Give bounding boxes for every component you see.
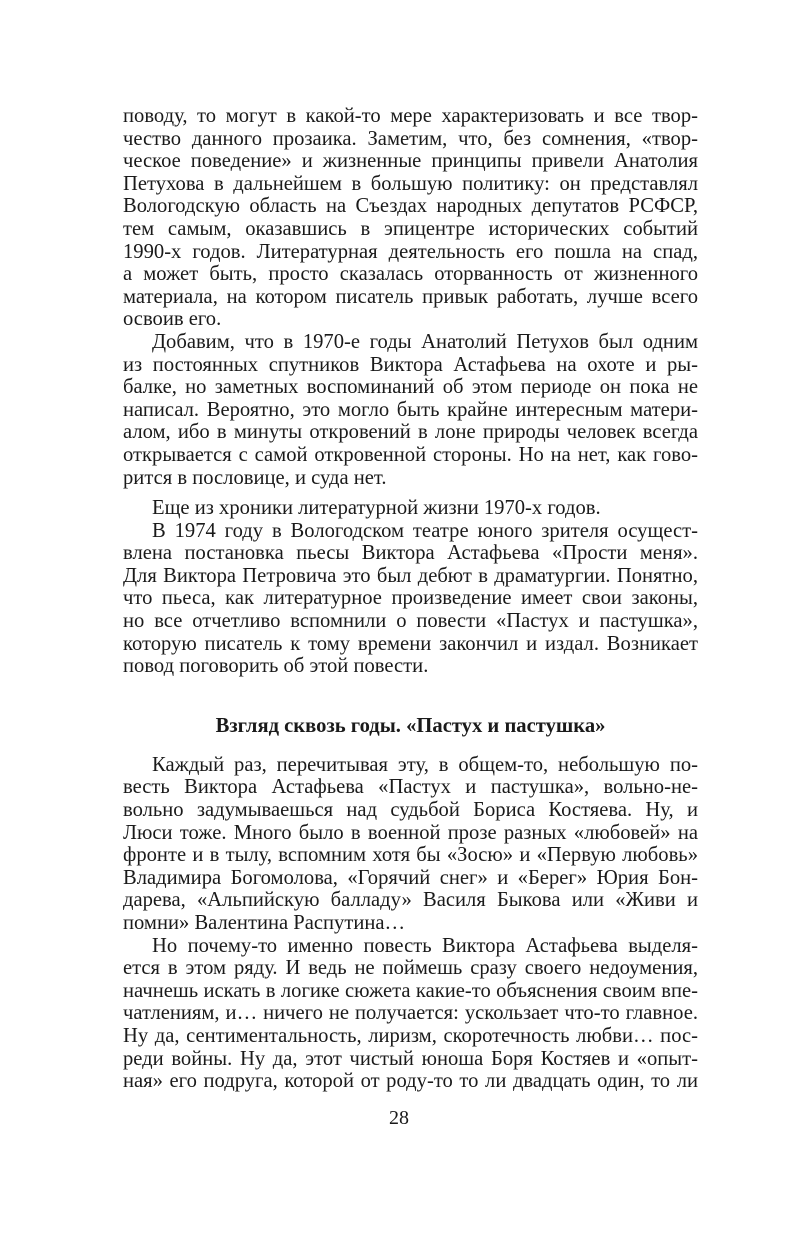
text-line: Люси тоже. Много было в военной прозе разных «любовей» на xyxy=(123,821,698,844)
text-line: Но почему-то именно повесть Виктора Астафьева выделя- xyxy=(152,934,698,957)
paragraph-continued xyxy=(123,105,698,331)
paragraph-gap xyxy=(123,489,698,497)
text-line: весть Виктора Астафьева «Пастух и пастушка», вольно-не- xyxy=(123,776,698,799)
text-line: фронте и в тылу, вспомним хотя бы «Зосю» и «Первую любовь» xyxy=(123,844,698,867)
text-line: Добавим, что в 1970-е годы Анатолий Петухов был одним xyxy=(152,330,698,353)
paragraph xyxy=(123,497,698,520)
text-line: а может быть, просто сказалась оторванность от жизненного xyxy=(123,263,698,286)
text-line: Петухова в дальнейшем в большую политику: он представлял xyxy=(123,172,698,195)
text-line: тем самым, оказавшись в эпицентре исторических событий xyxy=(123,217,698,240)
page-body xyxy=(123,105,698,1093)
text-line: В 1974 году в Вологодском театре юного зрителя осущест- xyxy=(152,519,698,542)
text-line: дарева, «Альпийскую балладу» Василя Быкова или «Живи и xyxy=(123,889,698,912)
text-line: освоив его. xyxy=(123,308,222,331)
text-line: балке, но заметных воспоминаний об этом периоде он пока не xyxy=(123,376,698,399)
text-line: повод поговорить об этой повести. xyxy=(123,655,429,678)
text-line: которую писатель к тому времени закончил и издал. Возникает xyxy=(123,632,698,655)
page-number: 28 xyxy=(389,1107,409,1129)
text-line: 1990-х годов. Литературная деятельность его пошла на спад, xyxy=(123,240,698,263)
text-line: поводу, то могут в какой-то мере характеризовать и все твор- xyxy=(123,105,698,127)
paragraph xyxy=(123,935,698,1093)
text-line: ческое поведение» и жизненные принципы привели Анатолия xyxy=(123,150,698,173)
text-line: рится в пословице, и суда нет. xyxy=(123,466,387,489)
text-line: начнешь искать в логике сюжета какие-то объяснения своим впе- xyxy=(123,979,698,1002)
text-line: написал. Вероятно, это могло быть крайне интересным матери- xyxy=(123,398,698,421)
text-line: влена постановка пьесы Виктора Астафьева «Прости меня». xyxy=(123,542,698,565)
text-line: Еще из хроники литературной жизни 1970-х годов. xyxy=(152,497,601,520)
text-line: чество данного прозаика. Заметим, что, без сомнения, «твор- xyxy=(123,127,698,150)
section-gap xyxy=(123,678,698,714)
text-line: алом, ибо в минуты откровений в лоне природы человек всегда xyxy=(123,421,698,444)
paragraph xyxy=(123,331,698,489)
text-line: Владимира Богомолова, «Горячий снег» и «Берег» Юрия Бон- xyxy=(123,866,698,889)
text-line: помни» Валентина Распутина… xyxy=(123,912,406,934)
text-line: Ну да, сентиментальность, лиризм, скоротечность любви… пос- xyxy=(123,1024,698,1047)
text-line: открывается с самой откровенной стороны. Но на нет, как гово- xyxy=(123,443,698,466)
text-line: ная» его подруга, которой от роду-то то ли двадцать один, то ли xyxy=(123,1070,698,1093)
text-line: вольно задумываешься над судьбой Бориса Костяева. Ну, и xyxy=(123,799,698,822)
text-line: материала, на котором писатель привык работать, лучше всего xyxy=(123,285,698,308)
section-heading: Взгляд сквозь годы. «Пастух и пастушка» xyxy=(215,714,606,737)
text-line: Каждый раз, перечитывая эту, в общем-то, небольшую по- xyxy=(152,753,698,776)
paragraph xyxy=(123,754,698,935)
text-line: Вологодскую область на Съездах народных депутатов РСФСР, xyxy=(123,195,698,218)
text-line: что пьеса, как литературное произведение имеет свои законы, xyxy=(123,587,698,610)
text-line: из постоянных спутников Виктора Астафьева на охоте и ры- xyxy=(123,353,698,376)
text-line: но все отчетливо вспомнили о повести «Пастух и пастушка», xyxy=(123,610,698,633)
text-line: чатлениям, и… ничего не получается: ускользает что-то главное. xyxy=(123,1002,698,1025)
text-line: реди войны. Ну да, этот чистый юноша Боря Костяев и «опыт- xyxy=(123,1047,698,1070)
text-line: ется в этом ряду. И ведь не поймешь сразу своего недоумения, xyxy=(123,957,698,980)
paragraph xyxy=(123,520,698,678)
text-line: Для Виктора Петровича это был дебют в драматургии. Понятно, xyxy=(123,564,698,587)
